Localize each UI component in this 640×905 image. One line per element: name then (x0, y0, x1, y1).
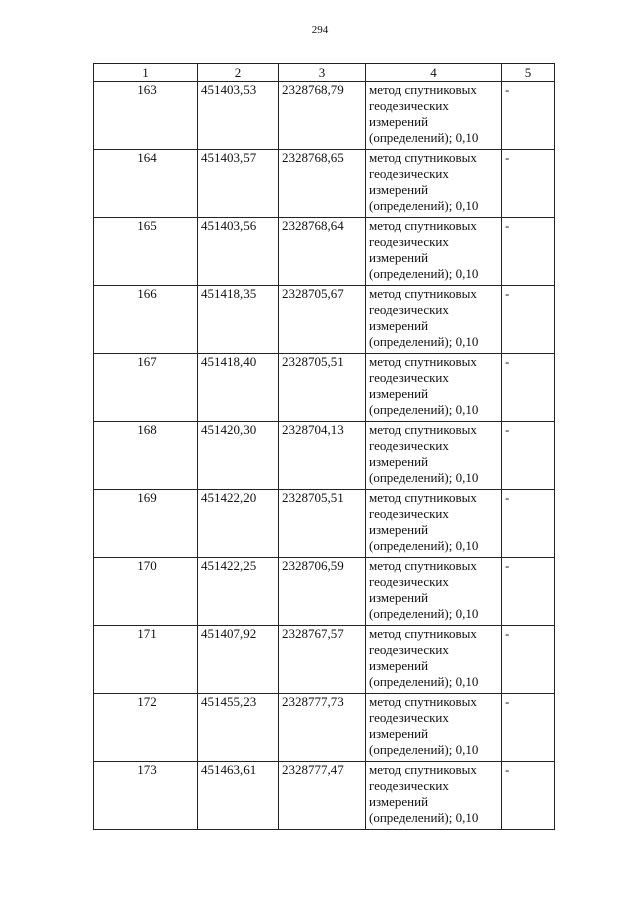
table-row (94, 150, 555, 218)
table-row (94, 490, 555, 558)
coordinate-x: 451418,35 (198, 286, 279, 354)
note-cell: - (502, 286, 555, 354)
method-and-accuracy: метод спутниковых геодезических измерений (определений); 0,10 (366, 82, 502, 150)
point-number: 171 (94, 626, 198, 694)
point-number: 170 (94, 558, 198, 626)
table-row (94, 82, 555, 150)
coordinate-x: 451420,30 (198, 422, 279, 490)
column-header-5: 5 (502, 64, 555, 82)
page-number: 294 (311, 24, 329, 36)
coordinate-y: 2328704,13 (279, 422, 366, 490)
column-header-1: 1 (94, 64, 198, 82)
method-and-accuracy: метод спутниковых геодезических измерений (определений); 0,10 (366, 626, 502, 694)
table-row (94, 694, 555, 762)
note-cell: - (502, 150, 555, 218)
coordinate-x: 451463,61 (198, 762, 279, 830)
method-and-accuracy: метод спутниковых геодезических измерений (определений); 0,10 (366, 354, 502, 422)
coordinate-x: 451403,56 (198, 218, 279, 286)
method-and-accuracy: метод спутниковых геодезических измерений (определений); 0,10 (366, 558, 502, 626)
coordinate-y: 2328768,65 (279, 150, 366, 218)
coordinate-y: 2328768,79 (279, 82, 366, 150)
coordinate-x: 451418,40 (198, 354, 279, 422)
coordinate-x: 451407,92 (198, 626, 279, 694)
method-and-accuracy: метод спутниковых геодезических измерений (определений); 0,10 (366, 150, 502, 218)
method-and-accuracy: метод спутниковых геодезических измерений (определений); 0,10 (366, 422, 502, 490)
coordinate-x: 451403,53 (198, 82, 279, 150)
point-number: 169 (94, 490, 198, 558)
note-cell: - (502, 558, 555, 626)
coordinate-x: 451422,20 (198, 490, 279, 558)
note-cell: - (502, 354, 555, 422)
coordinate-x: 451455,23 (198, 694, 279, 762)
note-cell: - (502, 626, 555, 694)
table-header-row (94, 64, 555, 82)
coordinate-y: 2328705,51 (279, 354, 366, 422)
coordinate-y: 2328705,51 (279, 490, 366, 558)
method-and-accuracy: метод спутниковых геодезических измерений (определений); 0,10 (366, 218, 502, 286)
coordinate-y: 2328767,57 (279, 626, 366, 694)
note-cell: - (502, 218, 555, 286)
coordinate-y: 2328777,47 (279, 762, 366, 830)
note-cell: - (502, 762, 555, 830)
point-number: 172 (94, 694, 198, 762)
point-number: 163 (94, 82, 198, 150)
point-number: 166 (94, 286, 198, 354)
coordinate-y: 2328706,59 (279, 558, 366, 626)
method-and-accuracy: метод спутниковых геодезических измерений (определений); 0,10 (366, 694, 502, 762)
point-number: 165 (94, 218, 198, 286)
coordinate-y: 2328777,73 (279, 694, 366, 762)
note-cell: - (502, 694, 555, 762)
table-row (94, 218, 555, 286)
table-row (94, 422, 555, 490)
note-cell: - (502, 82, 555, 150)
coordinates-table (93, 63, 555, 830)
coordinate-x: 451403,57 (198, 150, 279, 218)
point-number: 164 (94, 150, 198, 218)
table-row (94, 286, 555, 354)
note-cell: - (502, 490, 555, 558)
coordinate-x: 451422,25 (198, 558, 279, 626)
method-and-accuracy: метод спутниковых геодезических измерений (определений); 0,10 (366, 762, 502, 830)
table-row (94, 354, 555, 422)
coordinate-y: 2328768,64 (279, 218, 366, 286)
table-row (94, 762, 555, 830)
point-number: 168 (94, 422, 198, 490)
column-header-2: 2 (198, 64, 279, 82)
note-cell: - (502, 422, 555, 490)
table-row (94, 626, 555, 694)
coordinate-y: 2328705,67 (279, 286, 366, 354)
method-and-accuracy: метод спутниковых геодезических измерений (определений); 0,10 (366, 286, 502, 354)
column-header-4: 4 (366, 64, 502, 82)
column-header-3: 3 (279, 64, 366, 82)
point-number: 173 (94, 762, 198, 830)
method-and-accuracy: метод спутниковых геодезических измерений (определений); 0,10 (366, 490, 502, 558)
point-number: 167 (94, 354, 198, 422)
table-row (94, 558, 555, 626)
